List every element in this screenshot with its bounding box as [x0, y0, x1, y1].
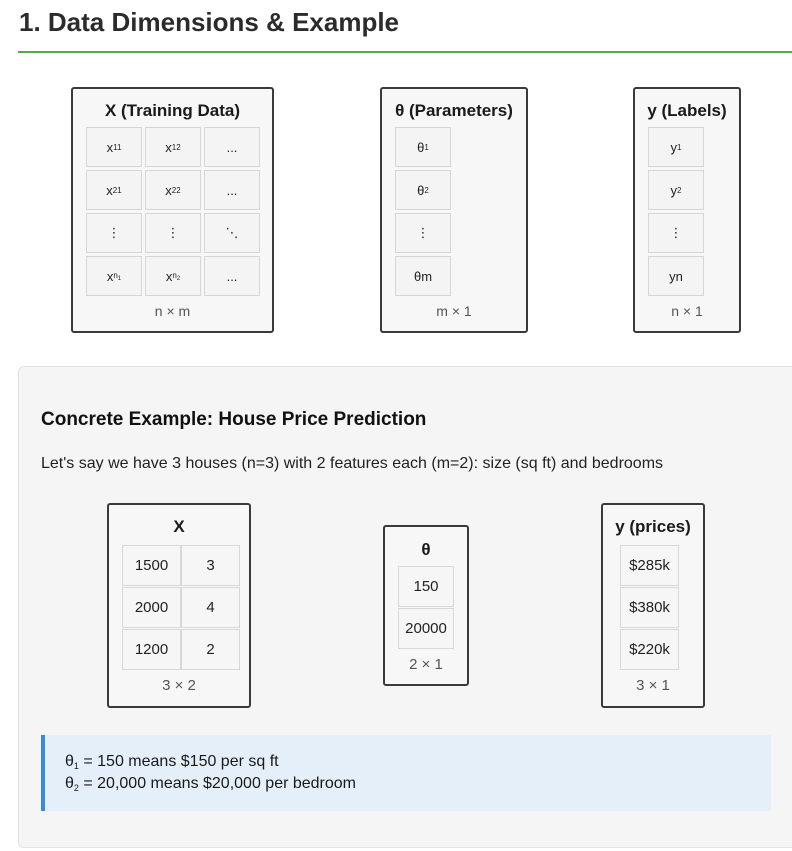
y-matrix-title: y (Labels) — [647, 101, 727, 120]
theta-matrix-cell — [395, 127, 451, 167]
y-matrix-dim: n × 1 — [671, 303, 703, 319]
example-x-cell: 1500 — [122, 545, 181, 586]
example-title: Concrete Example: House Price Prediction — [41, 409, 427, 430]
cell-symbol: x — [106, 139, 114, 155]
x-matrix-cell — [145, 213, 201, 253]
cell-symbol: x — [165, 182, 172, 198]
cell-symbol: x — [106, 182, 113, 198]
example-x-cell: 3 — [181, 545, 240, 586]
example-y-dim: 3 × 1 — [636, 677, 670, 694]
x-matrix-cell — [204, 256, 260, 296]
cell-symbol: ... — [226, 182, 238, 198]
x-matrix-cell — [145, 256, 201, 296]
cell-subsubscript: 2 — [176, 275, 181, 282]
y-matrix-cell — [648, 256, 704, 296]
cell-symbol: y — [670, 139, 678, 155]
cell-symbol: θ — [417, 182, 425, 198]
cell-subscript: 1 — [424, 142, 429, 152]
x-matrix-box — [71, 87, 274, 333]
cell-symbol: y — [670, 182, 678, 198]
cell-symbol: ... — [226, 268, 238, 284]
cell-subscript: 21 — [112, 185, 122, 195]
cell-subscript: 12 — [171, 142, 181, 152]
example-theta-dim: 2 × 1 — [409, 656, 443, 673]
cell-subscript: $n_2$ — [172, 270, 181, 282]
example-theta-cell: 150 — [398, 566, 454, 607]
x-matrix-cell — [145, 127, 201, 167]
theta-explanation-note — [41, 735, 771, 811]
example-y-cell: $285k — [620, 545, 679, 586]
x-matrix-cell — [86, 170, 142, 210]
x-matrix-cell — [204, 170, 260, 210]
x-matrix-cell — [86, 127, 142, 167]
example-theta-cell: 20000 — [398, 608, 454, 649]
cell-symbol: x — [165, 268, 173, 284]
theta-subscript: 1 — [73, 761, 79, 771]
x-matrix-cell — [204, 213, 260, 253]
theta-matrix-cell — [395, 170, 451, 210]
cell-symbol: ⋮ — [166, 225, 180, 240]
cell-subscript: 1 — [677, 142, 682, 152]
example-y-box — [601, 503, 705, 708]
example-y-cell: $220k — [620, 629, 679, 670]
theta-symbol: θ — [65, 775, 74, 792]
example-theta-title: θ — [421, 540, 431, 559]
x-matrix-cell — [86, 213, 142, 253]
cell-symbol: x — [165, 139, 172, 155]
cell-symbol: ⋮ — [416, 225, 430, 240]
y-matrix-cell — [648, 213, 704, 253]
example-x-title: X — [173, 517, 185, 536]
note-text: = 150 means $150 per sq ft — [78, 753, 279, 770]
note-line-theta1 — [65, 753, 279, 771]
y-matrix-cell — [648, 170, 704, 210]
example-x-box — [107, 503, 251, 708]
example-x-cell: 1200 — [122, 629, 181, 670]
example-description: Let's say we have 3 houses (n=3) with 2 features each (m=2): size (sq ft) and bedrooms — [41, 455, 664, 472]
y-matrix-cell — [648, 127, 704, 167]
cell-subscript: 2 — [677, 185, 682, 195]
cell-subsubscript: 1 — [117, 275, 122, 282]
section-heading: 1. Data Dimensions & Example — [19, 7, 400, 37]
x-matrix-dim: n × m — [154, 303, 191, 319]
cell-subscript: 2 — [424, 185, 429, 195]
note-line-theta2 — [65, 775, 356, 793]
cell-symbol: ⋮ — [669, 225, 683, 240]
theta-matrix-dim: m × 1 — [436, 303, 472, 319]
example-x-dim: 3 × 2 — [162, 677, 196, 694]
x-matrix-cell — [86, 256, 142, 296]
theta-matrix-box — [380, 87, 528, 333]
example-theta-box — [383, 525, 469, 686]
cell-symbol: ... — [226, 139, 238, 155]
theta-matrix-cell — [395, 213, 451, 253]
y-matrix-box — [633, 87, 741, 333]
cell-symbol: θm — [413, 268, 433, 284]
cell-subscript: $n_1$ — [113, 270, 122, 282]
example-x-cell: 4 — [181, 587, 240, 628]
x-matrix-cell — [145, 170, 201, 210]
cell-symbol: ⋱ — [225, 225, 239, 240]
example-x-cell: 2000 — [122, 587, 181, 628]
theta-matrix-cell — [395, 256, 451, 296]
x-matrix-cell — [204, 127, 260, 167]
heading-divider — [18, 51, 792, 53]
theta-subscript: 2 — [73, 783, 79, 793]
example-y-title: y (prices) — [615, 517, 691, 536]
cell-subscript: 22 — [171, 185, 181, 195]
cell-subscript: 11 — [113, 142, 122, 152]
theta-symbol: θ — [65, 753, 74, 770]
x-matrix-title: X (Training Data) — [104, 101, 241, 120]
theta-matrix-title: θ (Parameters) — [395, 101, 513, 120]
example-y-cell: $380k — [620, 587, 679, 628]
note-text: = 20,000 means $20,000 per bedroom — [78, 775, 357, 792]
cell-symbol: x — [106, 268, 114, 284]
example-x-cell: 2 — [181, 629, 240, 670]
cell-symbol: ⋮ — [107, 225, 121, 240]
cell-symbol: θ — [417, 139, 425, 155]
cell-symbol: yn — [669, 268, 683, 284]
